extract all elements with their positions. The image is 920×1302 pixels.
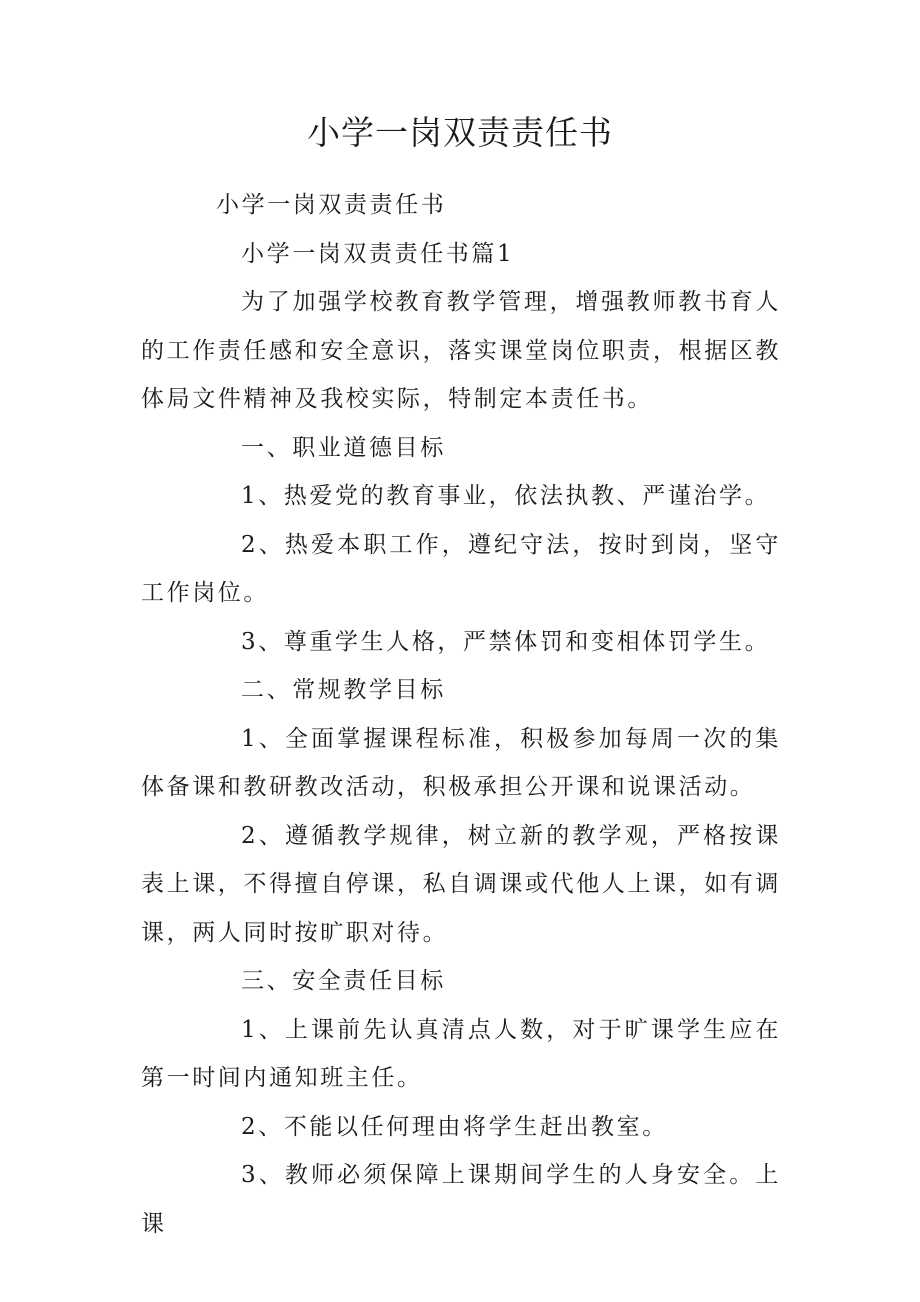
- safety-item-2: 2、不能以任何理由将学生赶出教室。: [241, 1113, 668, 1140]
- section-heading-part1: 小学一岗双责责任书篇1: [241, 240, 515, 267]
- ethics-item-1: 1、热爱党的教育事业，依法执教、严谨治学。: [241, 483, 771, 509]
- document-title: 小学一岗双责责任书: [307, 113, 613, 152]
- intro-paragraph: 为了加强学校教育教学管理，增强教师教书育人的工作责任感和安全意识，落实课堂岗位职责，根据区教体局文件精神及我校实际，特制定本责任书。: [141, 289, 781, 412]
- ethics-item-2: 2、热爱本职工作，遵纪守法，按时到岗，坚守工作岗位。: [141, 531, 781, 606]
- document-subtitle: 小学一岗双责责任书: [216, 192, 447, 218]
- heading-professional-ethics: 一、职业道德目标: [241, 434, 446, 461]
- teaching-item-1: 1、全面掌握课程标准，积极参加每周一次的集体备课和教研教改活动，积极承担公开课和说课活动。: [141, 725, 781, 800]
- heading-safety-responsibility: 三、安全责任目标: [241, 968, 446, 994]
- ethics-item-3: 3、尊重学生人格，严禁体罚和变相体罚学生。: [241, 628, 771, 655]
- heading-routine-teaching: 二、常规教学目标: [241, 677, 446, 703]
- document-body: [141, 181, 781, 1248]
- safety-item-1: 1、上课前先认真清点人数，对于旷课学生应在第一时间内通知班主任。: [141, 1016, 781, 1091]
- safety-item-3: 3、教师必须保障上课期间学生的人身安全。上课: [141, 1162, 781, 1237]
- teaching-item-2: 2、遵循教学规律，树立新的教学观，严格按课表上课，不得擅自停课，私自调课或代他人上课，如有调课，两人同时按旷职对待。: [141, 822, 781, 946]
